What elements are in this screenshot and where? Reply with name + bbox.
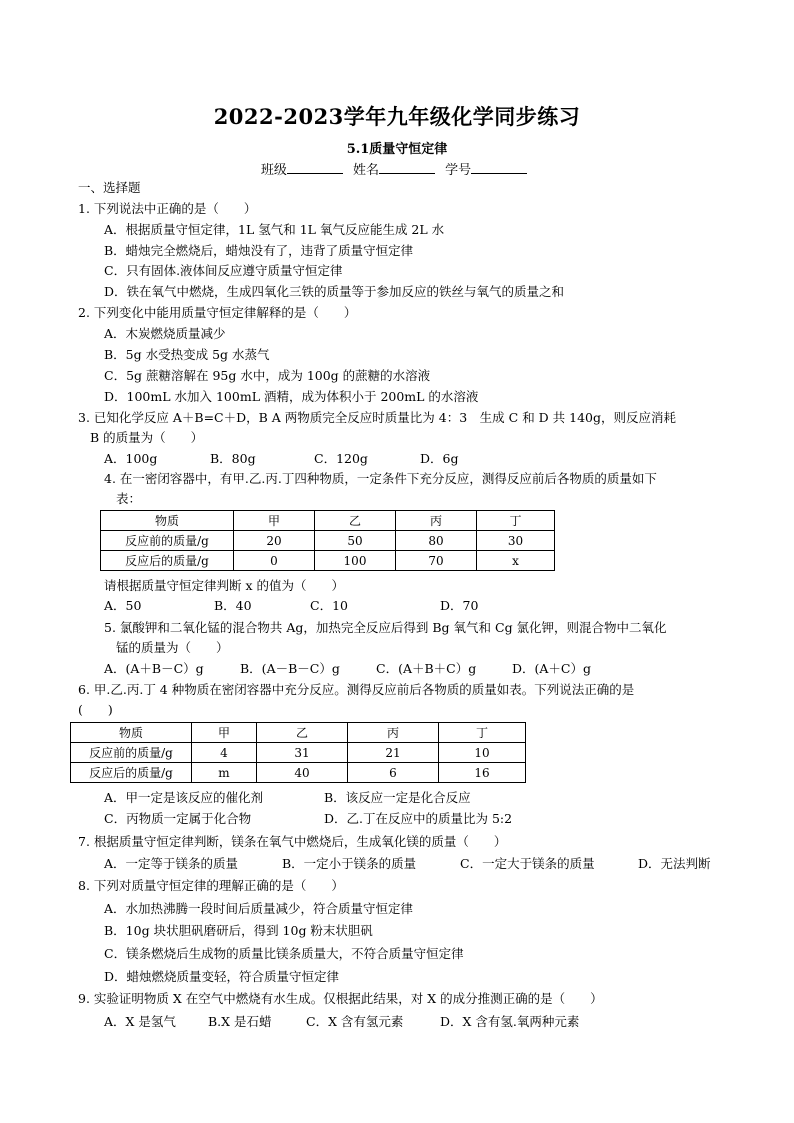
table-header-cell: 甲: [234, 511, 315, 531]
question-5-option-a: A．(A＋B－C）g: [104, 661, 204, 676]
question-3-option-b: B．80g: [210, 451, 256, 466]
question-5-options: [104, 661, 591, 677]
table-cell: 4: [192, 743, 257, 763]
question-7-option-c: C．一定大于镁条的质量: [460, 856, 595, 871]
question-2-stem: 2. 下列变化中能用质量守恒定律解释的是（ ）: [78, 305, 357, 320]
question-6-option-d: D．乙.丁在反应中的质量比为 5:2: [324, 811, 513, 826]
question-6-stem-cont: ( ): [78, 702, 113, 717]
table-cell: 反应后的质量/g: [101, 551, 234, 571]
table-header-cell: 甲: [192, 723, 257, 743]
question-6-stem: 6. 甲.乙.丙.丁 4 种物质在密闭容器中充分反应。测得反应前后各物质的质量如表。下列说法正确的是: [78, 682, 635, 697]
table-cell: 10: [439, 743, 526, 763]
question-9-option-d: D．X 含有氢.氧两种元素: [440, 1014, 580, 1029]
question-4-ask: 请根据质量守恒定律判断 x 的值为（ ）: [104, 578, 344, 593]
question-7-option-a: A．一定等于镁条的质量: [104, 856, 239, 871]
question-7-option-b: B．一定小于镁条的质量: [282, 856, 417, 871]
table-cell: 30: [477, 531, 555, 551]
question-5-stem-cont: 锰的质量为（ ）: [116, 640, 229, 655]
class-blank: [287, 161, 343, 174]
question-1-option-d: D．铁在氧气中燃烧，生成四氧化三铁的质量等于参加反应的铁丝与氧气的质量之和: [104, 284, 565, 299]
table-cell: 21: [348, 743, 439, 763]
table-row: [71, 743, 526, 763]
question-4-stem: 4. 在一密闭容器中，有甲.乙.丙.丁四种物质，一定条件下充分反应，测得反应前后各物质的质量如下: [104, 471, 657, 486]
name-blank: [379, 161, 435, 174]
table-cell: 20: [234, 531, 315, 551]
question-9-stem: 9. 实验证明物质 X 在空气中燃烧有水生成。仅根据此结果，对 X 的成分推测正确的是（ ）: [78, 991, 603, 1006]
question-6-table: [70, 722, 526, 783]
question-4-option-d: D．70: [440, 598, 479, 613]
question-1-option-a: A．根据质量守恒定律，1L 氢气和 1L 氧气反应能生成 2L 水: [104, 222, 445, 237]
table-header-cell: 丙: [396, 511, 477, 531]
table-cell: 反应前的质量/g: [101, 531, 234, 551]
question-1-option-c: C．只有固体.液体间反应遵守质量守恒定律: [104, 263, 343, 278]
table-cell: 40: [257, 763, 348, 783]
id-label: 学号: [445, 163, 472, 178]
question-4-stem-cont: 表：: [116, 491, 142, 506]
table-header-cell: 物质: [101, 511, 234, 531]
question-3-stem-cont: B 的质量为（ ）: [90, 430, 204, 445]
table-cell: 反应前的质量/g: [71, 743, 192, 763]
question-3-option-a: A．100g: [104, 451, 158, 466]
table-cell: 50: [315, 531, 396, 551]
question-6-options-row1: [104, 790, 471, 806]
table-header-cell: 丁: [439, 723, 526, 743]
table-cell: 80: [396, 531, 477, 551]
table-header-cell: 乙: [315, 511, 396, 531]
question-3-options: [104, 451, 458, 467]
table-row: [101, 551, 555, 571]
question-3-option-c: C．120g: [314, 451, 368, 466]
table-header-cell: 乙: [257, 723, 348, 743]
section-heading: 一、选择题: [78, 180, 141, 195]
table-cell: 16: [439, 763, 526, 783]
question-5-stem: 5. 氯酸钾和二氧化锰的混合物共 Ag，加热完全反应后得到 Bg 氧气和 Cg 氯化钾，则混合物中二氧化: [104, 620, 667, 635]
table-cell: 6: [348, 763, 439, 783]
question-3-option-d: D．6g: [420, 451, 459, 466]
table-cell: 反应后的质量/g: [71, 763, 192, 783]
question-7-options: [104, 856, 711, 872]
table-header-cell: 物质: [71, 723, 192, 743]
question-4-table: [100, 510, 555, 571]
question-2-option-a: A．木炭燃烧质量减少: [104, 326, 226, 341]
question-4-option-c: C．10: [310, 598, 348, 613]
question-8-option-d: D．蜡烛燃烧质量变轻，符合质量守恒定律: [104, 969, 340, 984]
table-header-cell: 丁: [477, 511, 555, 531]
table-cell: 70: [396, 551, 477, 571]
question-6-options-row2: [104, 811, 512, 827]
question-9-options: [104, 1014, 579, 1030]
question-1-option-b: B．蜡烛完全燃烧后，蜡烛没有了，违背了质量守恒定律: [104, 243, 414, 258]
table-header-row: [71, 723, 526, 743]
question-3-stem: 3. 已知化学反应 A＋B=C＋D，B A 两物质完全反应时质量比为 4：3 生成 C 和 D 共 140g，则反应消耗: [78, 410, 676, 425]
question-8-option-a: A．水加热沸腾一段时间后质量减少，符合质量守恒定律: [104, 901, 414, 916]
class-label: 班级: [260, 163, 287, 178]
table-header-cell: 丙: [348, 723, 439, 743]
question-8-option-c: C．镁条燃烧后生成物的质量比镁条质量大，不符合质量守恒定律: [104, 946, 464, 961]
student-info-line: [0, 159, 794, 178]
table-row: [71, 763, 526, 783]
question-8-option-b: B．10g 块状胆矾磨研后，得到 10g 粉末状胆矾: [104, 923, 373, 938]
question-2-option-d: D．100mL 水加入 100mL 酒精，成为体积小于 200mL 的水溶液: [104, 389, 479, 404]
id-blank: [471, 161, 527, 174]
question-4-option-b: B．40: [214, 598, 252, 613]
question-9-option-b: B.X 是石蜡: [208, 1014, 272, 1029]
table-cell: 100: [315, 551, 396, 571]
question-6-option-c: C．丙物质一定属于化合物: [104, 811, 252, 826]
question-9-option-a: A．X 是氢气: [104, 1014, 176, 1029]
table-cell: x: [477, 551, 555, 571]
page-subtitle: 5.1质量守恒定律: [346, 142, 448, 157]
question-2-option-b: B．5g 水受热变成 5g 水蒸气: [104, 347, 270, 362]
question-9-option-c: C．X 含有氢元素: [306, 1014, 404, 1029]
table-cell: 0: [234, 551, 315, 571]
page-title: 2022-2023学年九年级化学同步练习: [213, 104, 581, 129]
question-2-option-c: C．5g 蔗糖溶解在 95g 水中，成为 100g 的蔗糖的水溶液: [104, 368, 431, 383]
question-6-option-b: B．该反应一定是化合反应: [324, 790, 471, 805]
table-cell: m: [192, 763, 257, 783]
question-4-options: [104, 598, 478, 614]
table-header-row: [101, 511, 555, 531]
table-row: [101, 531, 555, 551]
name-label: 姓名: [352, 163, 379, 178]
question-7-stem: 7. 根据质量守恒定律判断，镁条在氧气中燃烧后，生成氧化镁的质量（ ）: [78, 834, 507, 849]
question-1-stem: 1. 下列说法中正确的是（ ）: [78, 201, 257, 216]
question-5-option-d: D．(A＋C）g: [512, 661, 591, 676]
question-7-option-d: D．无法判断: [638, 856, 711, 871]
question-4-option-a: A．50: [104, 598, 142, 613]
table-cell: 31: [257, 743, 348, 763]
question-5-option-b: B．(A－B－C）g: [240, 661, 340, 676]
question-6-option-a: A．甲一定是该反应的催化剂: [104, 790, 264, 805]
question-8-stem: 8. 下列对质量守恒定律的理解正确的是（ ）: [78, 878, 344, 893]
question-5-option-c: C．(A＋B＋C）g: [376, 661, 477, 676]
